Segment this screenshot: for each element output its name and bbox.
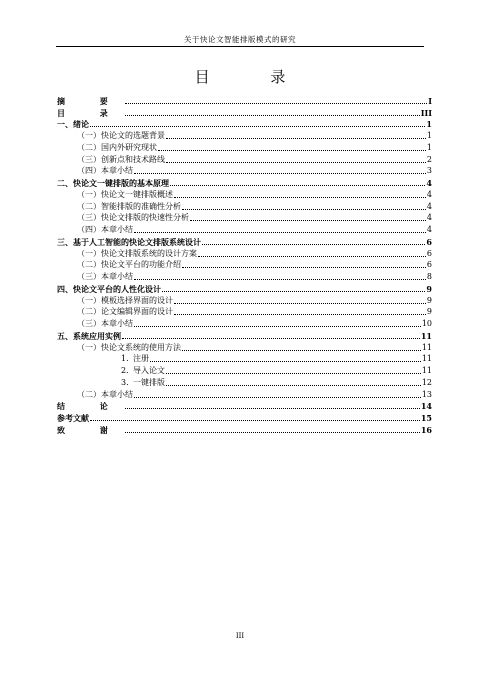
toc-entry-page: 8	[426, 272, 432, 281]
dot-leader	[125, 103, 427, 104]
toc-entry-number: 三、	[57, 236, 73, 247]
toc-entry-title: 快论文一键排版概述	[101, 189, 173, 199]
toc-entry[interactable]	[57, 94, 432, 106]
toc-entry-title: 本章小结	[101, 166, 133, 176]
dot-leader	[125, 408, 420, 409]
toc-entry-title: 快论文平台的功能介绍	[101, 260, 181, 270]
toc-entry-page: 12	[421, 377, 432, 387]
toc-entry[interactable]	[57, 341, 432, 353]
toc-entry-number: （二）	[77, 389, 101, 399]
toc-entry-title: 参考文献	[57, 413, 89, 423]
toc-entry-page: 13	[421, 389, 432, 399]
toc-entry-title: 目 录	[57, 107, 124, 118]
toc-entry-number: 二、	[57, 178, 73, 188]
toc-entry-page: 6	[426, 260, 432, 270]
dot-leader	[182, 350, 421, 351]
dot-leader	[174, 197, 426, 198]
toc-entry-number: 四、	[57, 283, 73, 294]
toc-entry-title: 本章小结	[101, 225, 133, 234]
toc-entry-title: 一键排版	[133, 377, 165, 387]
toc-entry-page: 4	[426, 201, 432, 211]
dot-leader	[170, 185, 425, 186]
toc-entry-title: 系统应用实例	[73, 330, 121, 341]
toc-entry-page: 6	[426, 236, 432, 247]
toc-entry-title: 创新点和技术路线	[101, 154, 165, 164]
toc-entry[interactable]	[57, 306, 432, 318]
dot-leader	[134, 326, 421, 327]
toc-entry-number: 2.	[121, 366, 129, 375]
toc-entry-title: 摘 要	[57, 95, 124, 106]
toc-title: 目 录	[194, 68, 314, 86]
toc-entry-page: 2	[426, 154, 432, 164]
toc-entry-page: 1	[426, 131, 432, 140]
toc-entry[interactable]	[57, 165, 432, 177]
toc-entry-number: （一）	[77, 248, 101, 258]
dot-leader	[198, 256, 426, 257]
dot-leader	[182, 267, 426, 268]
toc-entry-number: （二）	[77, 307, 101, 317]
toc-entry[interactable]	[57, 411, 432, 423]
toc-entry[interactable]	[57, 235, 432, 247]
toc-entry-number: （三）	[77, 319, 101, 328]
toc-entry[interactable]	[57, 176, 432, 188]
toc-entry-page: 4	[426, 178, 432, 188]
dot-leader	[190, 220, 426, 221]
dot-leader	[90, 420, 420, 421]
toc-entry[interactable]	[57, 129, 432, 141]
toc-entry[interactable]	[57, 259, 432, 271]
toc-entry-number: （四）	[77, 166, 101, 176]
header-rule	[56, 46, 424, 47]
toc-entry-title: 本章小结	[101, 319, 133, 328]
toc-entry-page: 9	[426, 295, 432, 305]
toc-entry[interactable]	[57, 353, 432, 365]
toc-entry-number: 3.	[121, 377, 129, 387]
dot-leader	[166, 373, 421, 374]
dot-leader	[134, 279, 426, 280]
dot-leader	[174, 303, 426, 304]
dot-leader	[125, 432, 420, 433]
toc-entry-page: 10	[421, 319, 432, 328]
dot-leader	[166, 385, 421, 386]
toc-entry-title: 快论文系统的使用方法	[101, 342, 181, 352]
toc-entry[interactable]	[57, 106, 432, 118]
toc-entry[interactable]	[57, 388, 432, 400]
toc-entry-number: （一）	[77, 342, 101, 352]
toc-entry[interactable]	[57, 317, 432, 329]
toc-entry-title: 导入论文	[133, 366, 165, 375]
toc-entry-title: 快论文排版系统的设计方案	[101, 248, 197, 258]
dot-leader	[174, 314, 426, 315]
toc-entry[interactable]	[57, 270, 432, 282]
toc-entry-page: I	[428, 95, 432, 106]
toc-entry-page: 14	[420, 401, 432, 412]
dot-leader	[134, 397, 421, 398]
toc-entry-title: 快论文平台的人性化设计	[73, 283, 161, 294]
toc-entry-page: 11	[420, 330, 432, 341]
dot-leader	[202, 244, 425, 245]
toc-entry[interactable]	[57, 364, 432, 376]
dot-leader	[162, 291, 425, 292]
toc-entry[interactable]	[57, 118, 432, 130]
toc-entry-title: 致 谢	[57, 424, 124, 435]
dot-leader	[158, 150, 426, 151]
toc-entry-page: 11	[421, 366, 432, 375]
toc-entry-title: 国内外研究现状	[101, 142, 157, 152]
dot-leader	[134, 173, 426, 174]
toc-entry[interactable]	[57, 282, 432, 294]
toc-entry-page: 11	[421, 354, 432, 364]
toc-entry-number: （三）	[77, 213, 101, 223]
toc-entry-title: 快论文排版的快速性分析	[101, 213, 189, 223]
toc-entry[interactable]	[57, 329, 432, 341]
toc-entry-page: 11	[421, 342, 432, 352]
toc-entry-number: （二）	[77, 142, 101, 152]
toc-entry[interactable]	[57, 200, 432, 212]
toc-entry[interactable]	[57, 212, 432, 224]
toc-entry-page: 15	[420, 413, 432, 423]
toc-entry-page: 9	[426, 283, 432, 294]
toc-entry[interactable]	[57, 141, 432, 153]
dot-leader	[182, 209, 426, 210]
toc-entry[interactable]	[57, 223, 432, 235]
toc-entry-page: 16	[420, 424, 432, 435]
toc-entry-title: 基于人工智能的快论文排版系统设计	[73, 236, 201, 247]
toc-entry-title: 绪论	[73, 119, 89, 130]
toc-entry[interactable]	[57, 376, 432, 388]
toc-entry-page: III	[420, 107, 432, 118]
toc-entry-page: 4	[426, 225, 432, 234]
dot-leader	[90, 126, 425, 127]
dot-leader	[125, 115, 420, 116]
toc-entry-number: （四）	[77, 225, 101, 234]
toc-entry[interactable]	[57, 247, 432, 259]
toc-entry-title: 本章小结	[101, 389, 133, 399]
toc-entry-page: 6	[426, 248, 432, 258]
toc-entry-number: （一）	[77, 295, 101, 305]
toc-entry[interactable]	[57, 400, 432, 412]
dot-leader	[134, 232, 426, 233]
toc-entry-number: （一）	[77, 189, 101, 199]
toc-entry-page: 4	[426, 189, 432, 199]
toc-entry-title: 结 论	[57, 401, 124, 412]
toc-entry-title: 智能排版的准确性分析	[101, 201, 181, 211]
dot-leader	[166, 162, 426, 163]
toc-entry[interactable]	[57, 153, 432, 165]
running-header: 关于快论文智能排版模式的研究	[184, 35, 296, 44]
toc-entry[interactable]	[57, 423, 432, 435]
toc-entry[interactable]	[57, 294, 432, 306]
toc-entry-number: 五、	[57, 330, 73, 341]
toc-entry-number: （二）	[77, 201, 101, 211]
toc-entry-title: 快论文的选题背景	[101, 131, 165, 140]
toc-entry-title: 模板选择界面的设计	[101, 295, 173, 305]
toc-entry-title: 论文编辑界面的设计	[101, 307, 173, 317]
toc-entry-page: 3	[426, 166, 432, 176]
toc-entry-number: 1.	[121, 354, 129, 364]
toc-entry-page: 1	[426, 119, 432, 130]
toc-entry-page: 1	[426, 142, 432, 152]
toc-entry-page: 9	[426, 307, 432, 317]
toc-entry-title: 本章小结	[101, 272, 133, 281]
toc-entry-title: 快论文一键排版的基本原理	[73, 178, 169, 188]
table-of-contents	[57, 94, 432, 435]
toc-entry-number: 一、	[57, 119, 73, 130]
toc-entry-page: 4	[426, 213, 432, 223]
toc-entry[interactable]	[57, 188, 432, 200]
toc-entry-number: （二）	[77, 260, 101, 270]
dot-leader	[166, 138, 426, 139]
toc-entry-number: （三）	[77, 154, 101, 164]
toc-entry-number: （一）	[77, 131, 101, 140]
toc-entry-title: 注册	[133, 354, 149, 364]
dot-leader	[122, 338, 420, 339]
toc-entry-number: （三）	[77, 272, 101, 281]
dot-leader	[150, 361, 421, 362]
page-number: III	[235, 632, 245, 640]
